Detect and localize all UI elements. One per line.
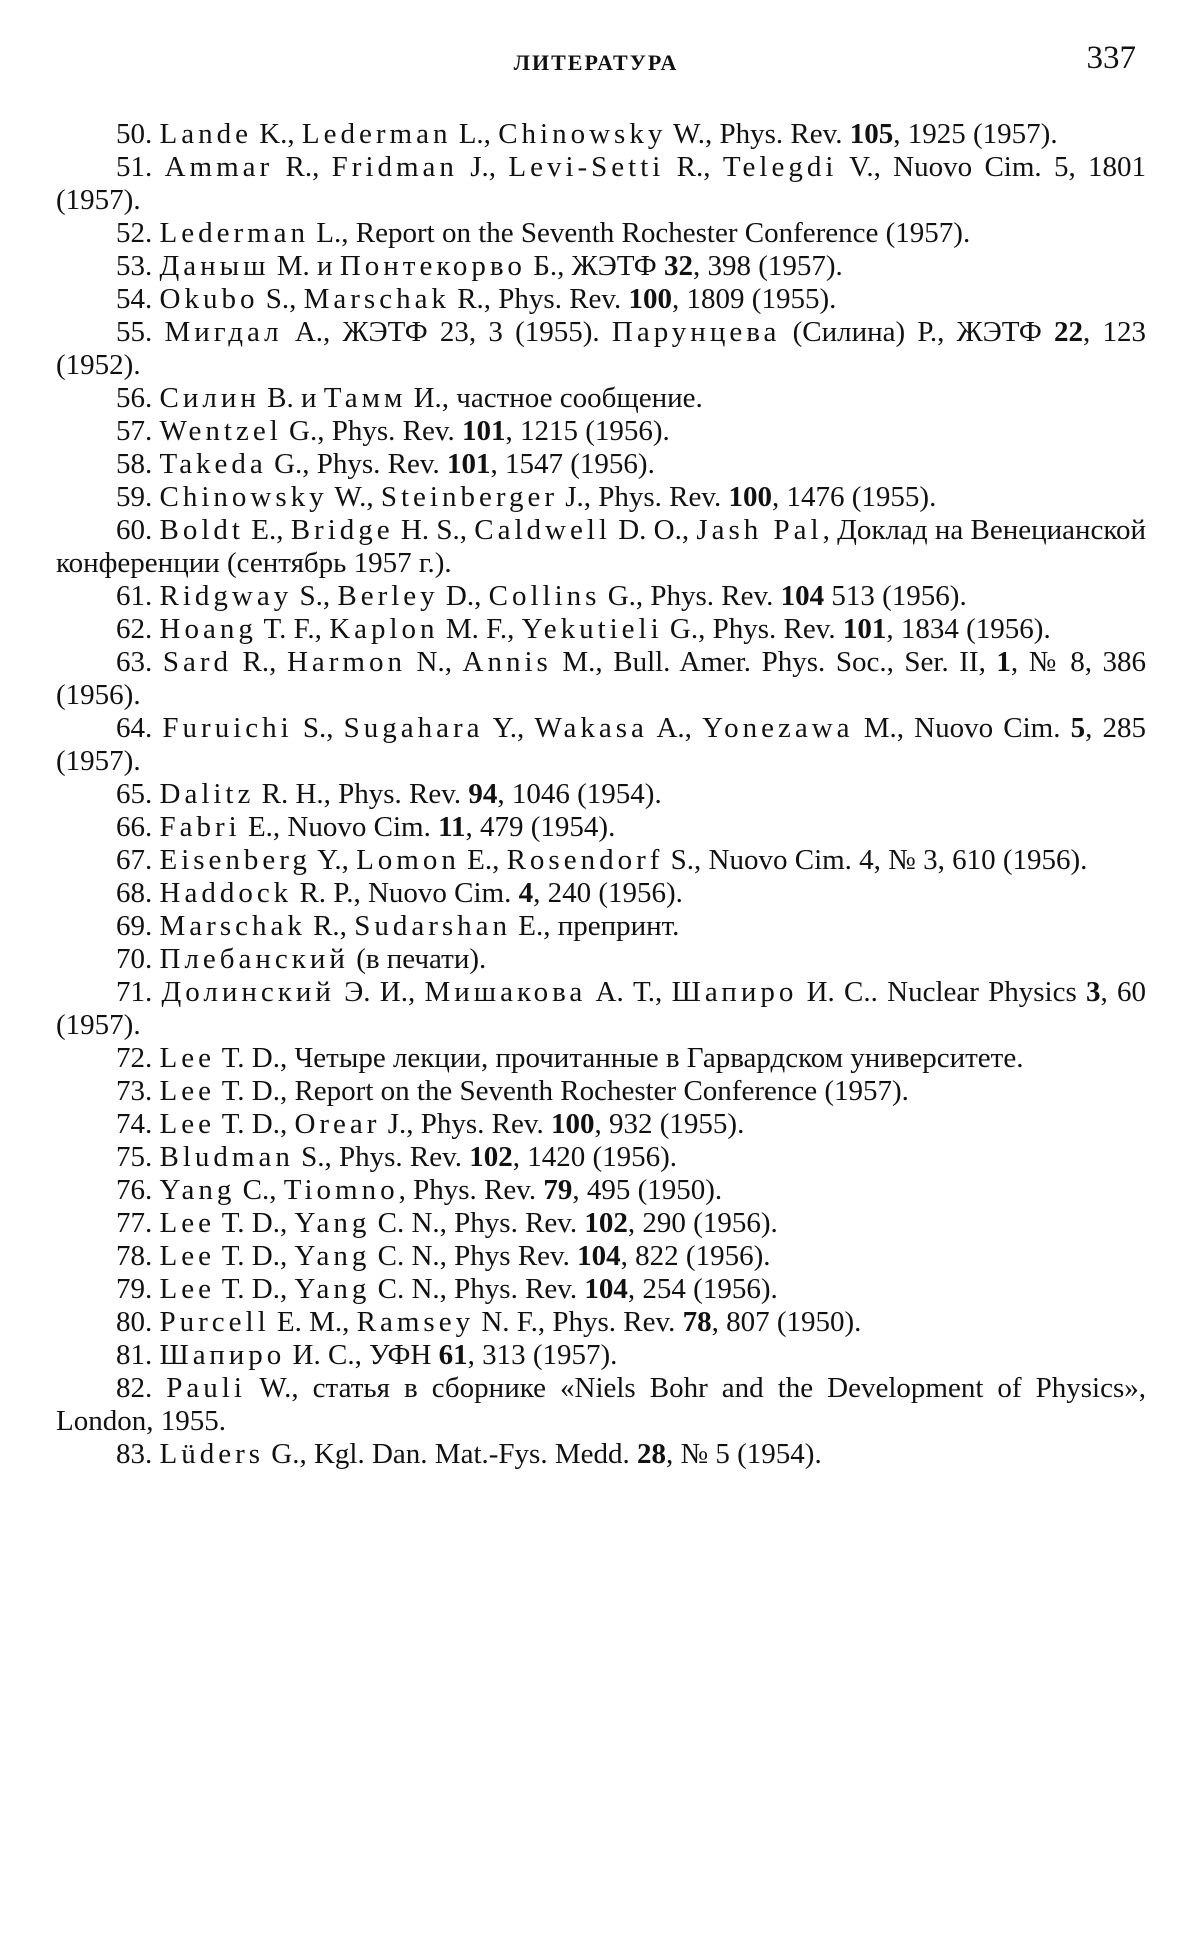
- author-name: Lande: [159, 118, 252, 150]
- reference-text: S.,: [292, 580, 338, 612]
- reference-entry: [56, 811, 1146, 844]
- reference-text: R. H., Phys. Rev.: [254, 778, 469, 810]
- reference-entry: [56, 514, 1146, 580]
- reference-text: J., Phys. Rev.: [557, 481, 729, 513]
- author-name: Kaplon: [329, 613, 439, 645]
- reference-entry: [56, 283, 1146, 316]
- reference-text: C.,: [235, 1174, 284, 1206]
- reference-text: E.,: [459, 844, 507, 876]
- reference-text: L.,: [451, 118, 499, 150]
- reference-text: C. N., Phys. Rev.: [370, 1207, 585, 1239]
- reference-entry: [56, 415, 1146, 448]
- volume-number: 100: [728, 481, 773, 513]
- reference-text: H. S.,: [393, 514, 475, 546]
- reference-number: 69.: [116, 910, 160, 942]
- reference-text: C. N., Phys Rev.: [370, 1240, 578, 1272]
- reference-entry: [56, 910, 1146, 943]
- reference-number: 81.: [116, 1339, 160, 1371]
- author-name: Fridman: [331, 151, 458, 183]
- reference-text: И., частное сообщение.: [406, 382, 703, 414]
- reference-text: 513 (1956).: [824, 580, 967, 612]
- author-name: Силин: [159, 382, 260, 414]
- reference-text: В. и: [259, 382, 324, 414]
- author-name: Yang: [294, 1240, 371, 1272]
- volume-number: 3: [1086, 976, 1101, 1008]
- reference-text: , 1809 (1955).: [672, 283, 837, 315]
- reference-entry: [56, 844, 1146, 877]
- reference-text: , 1420 (1956).: [512, 1141, 678, 1173]
- reference-number: 62.: [116, 613, 160, 645]
- reference-number: 73.: [116, 1075, 160, 1107]
- volume-number: 102: [469, 1141, 513, 1173]
- reference-text: D.,: [438, 580, 489, 612]
- author-name: Плебанский: [159, 943, 349, 975]
- author-name: Lee: [159, 1108, 215, 1140]
- page-number: 337: [1086, 40, 1136, 76]
- volume-number: 22: [1054, 316, 1084, 348]
- author-name: Yang: [294, 1207, 371, 1239]
- author-name: Lomon: [356, 844, 460, 876]
- reference-number: 72.: [116, 1042, 160, 1074]
- reference-text: T. D., Четыре лекции, прочитанные в Гарвардском университете.: [214, 1042, 1024, 1074]
- volume-number: 11: [438, 811, 466, 843]
- author-name: Lee: [159, 1273, 215, 1305]
- reference-text: J., Phys. Rev.: [380, 1108, 551, 1140]
- reference-number: 60.: [116, 514, 160, 546]
- reference-text: T. F.,: [256, 613, 330, 645]
- reference-text: , 1547 (1956).: [490, 448, 655, 480]
- author-name: Rosendorf: [506, 844, 664, 876]
- reference-text: , 398 (1957).: [692, 250, 843, 282]
- volume-number: 105: [849, 118, 894, 150]
- reference-text: И. С.. Nuclear Physics: [797, 976, 1087, 1008]
- reference-text: G., Phys. Rev.: [281, 415, 462, 447]
- reference-number: 51.: [116, 151, 165, 183]
- reference-text: E., Nuovo Cim.: [240, 811, 439, 843]
- author-name: Haddock: [159, 877, 293, 909]
- reference-text: W.,: [327, 481, 381, 513]
- reference-text: J.,: [457, 151, 509, 183]
- reference-text: R.,: [305, 910, 355, 942]
- reference-text: , 285 (1957).: [56, 712, 1147, 777]
- volume-number: 101: [461, 415, 506, 447]
- author-name: Steinberger: [380, 481, 558, 513]
- reference-number: 67.: [116, 844, 160, 876]
- author-name: Sard: [162, 646, 232, 678]
- reference-number: 75.: [116, 1141, 160, 1173]
- reference-text: W., Phys. Rev.: [666, 118, 850, 150]
- reference-number: 74.: [116, 1108, 160, 1140]
- running-title: ЛИТЕРАТУРА: [513, 50, 679, 75]
- reference-text: , 240 (1956).: [533, 877, 683, 909]
- author-name: Lee: [159, 1042, 215, 1074]
- reference-number: 65.: [116, 778, 160, 810]
- reference-number: 76.: [116, 1174, 160, 1206]
- reference-entry: [56, 316, 1146, 382]
- author-name: Sudarshan: [354, 910, 512, 942]
- reference-text: G., Kgl. Dan. Mat.-Fys. Medd.: [264, 1438, 637, 1470]
- reference-text: W., статья в сборнике «Niels Bohr and the Development of Physics», London, 1955.: [56, 1372, 1146, 1437]
- reference-entry: [56, 382, 1146, 415]
- author-name: Chinowsky: [159, 481, 328, 513]
- reference-entry: [56, 943, 1146, 976]
- reference-entry: [56, 877, 1146, 910]
- author-name: Понтекорво: [339, 250, 526, 282]
- volume-number: 101: [447, 448, 491, 480]
- volume-number: 101: [842, 613, 887, 645]
- reference-entry: [56, 118, 1146, 151]
- reference-text: , 1215 (1956).: [505, 415, 670, 447]
- reference-text: , 479 (1954).: [465, 811, 616, 843]
- author-name: Lee: [159, 1075, 215, 1107]
- reference-text: T. D.,: [214, 1108, 295, 1140]
- reference-text: G., Phys. Rev.: [600, 580, 781, 612]
- author-name: Annis: [462, 646, 552, 678]
- reference-text: , 822 (1956).: [620, 1240, 771, 1272]
- reference-number: 77.: [116, 1207, 160, 1239]
- volume-number: 61: [438, 1339, 468, 1371]
- reference-number: 63.: [116, 646, 163, 678]
- volume-number: 5: [1070, 712, 1086, 744]
- author-name: Boldt: [159, 514, 244, 546]
- reference-text: И. С., УФН: [285, 1339, 439, 1371]
- reference-text: E., препринт.: [511, 910, 680, 942]
- author-name: Мигдал: [164, 316, 283, 348]
- reference-number: 61.: [116, 580, 160, 612]
- reference-entry: [56, 1108, 1146, 1141]
- volume-number: 100: [628, 283, 673, 315]
- reference-text: N.,: [405, 646, 463, 678]
- reference-text: , 495 (1950).: [572, 1174, 723, 1206]
- author-name: Fabri: [159, 811, 241, 843]
- author-name: Парунцева: [611, 316, 781, 348]
- volume-number: 94: [468, 778, 498, 810]
- reference-text: , 254 (1956).: [627, 1273, 778, 1305]
- author-name: Marschak: [159, 910, 306, 942]
- reference-entry: [56, 1042, 1146, 1075]
- reference-entry: [56, 778, 1146, 811]
- reference-text: T. D.,: [214, 1273, 295, 1305]
- reference-entry: [56, 151, 1146, 217]
- reference-text: S.,: [258, 283, 304, 315]
- author-name: Berley: [337, 580, 439, 612]
- reference-text: R.,: [273, 151, 332, 183]
- reference-text: R.,: [664, 151, 723, 183]
- reference-text: М. и: [269, 250, 340, 282]
- reference-text: S., Nuovo Cim. 4, № 3, 610 (1956).: [663, 844, 1088, 876]
- reference-entry: [56, 1075, 1146, 1108]
- running-head: [56, 40, 1136, 80]
- reference-text: G., Phys. Rev.: [662, 613, 843, 645]
- reference-entry: [56, 1240, 1146, 1273]
- reference-entry: [56, 976, 1146, 1042]
- reference-entry: [56, 1372, 1146, 1438]
- author-name: Caldwell: [474, 514, 611, 546]
- reference-text: R.,: [231, 646, 287, 678]
- reference-entry: [56, 217, 1146, 250]
- reference-entry: [56, 712, 1146, 778]
- reference-number: 55.: [116, 316, 165, 348]
- reference-text: R. P., Nuovo Cim.: [292, 877, 519, 909]
- volume-number: 28: [636, 1438, 666, 1470]
- volume-number: 100: [551, 1108, 595, 1140]
- reference-text: K.,: [251, 118, 302, 150]
- reference-list: [56, 118, 1146, 1471]
- reference-text: M., Bull. Amer. Phys. Soc., Ser. II,: [551, 646, 997, 678]
- reference-entry: [56, 1141, 1146, 1174]
- volume-number: 1: [996, 646, 1011, 678]
- author-name: Шапиро: [671, 976, 798, 1008]
- reference-text: , 807 (1950).: [711, 1306, 862, 1338]
- reference-number: 71.: [116, 976, 162, 1008]
- author-name: Levi-Setti: [508, 151, 665, 183]
- reference-text: T. D.,: [214, 1240, 295, 1272]
- author-name: Telegdi: [722, 151, 838, 183]
- reference-text: E.,: [243, 514, 291, 546]
- reference-text: , 60 (1957).: [56, 976, 1147, 1041]
- reference-entry: [56, 448, 1146, 481]
- author-name: Yekutieli: [521, 613, 663, 645]
- author-name: Bridge: [290, 514, 394, 546]
- reference-text: Б., ЖЭТФ: [525, 250, 664, 282]
- author-name: Lederman: [159, 217, 310, 249]
- reference-text: , № 5 (1954).: [665, 1438, 822, 1470]
- reference-text: T. D.,: [214, 1207, 295, 1239]
- reference-entry: [56, 250, 1146, 283]
- reference-text: , 1046 (1954).: [497, 778, 662, 810]
- reference-number: 79.: [116, 1273, 160, 1305]
- author-name: Furuichi: [162, 712, 293, 744]
- volume-number: 104: [780, 580, 825, 612]
- author-name: Hoang: [159, 613, 257, 645]
- author-name: Purcell: [159, 1306, 270, 1338]
- author-name: Yang: [159, 1174, 236, 1206]
- reference-text: D. O.,: [610, 514, 697, 546]
- author-name: Yang: [294, 1273, 371, 1305]
- reference-entry: [56, 1306, 1146, 1339]
- reference-text: (Силина) Р., ЖЭТФ: [780, 316, 1055, 348]
- reference-text: S., Phys. Rev.: [293, 1141, 470, 1173]
- reference-number: 59.: [116, 481, 160, 513]
- reference-text: Y.,: [483, 712, 535, 744]
- reference-number: 82.: [116, 1372, 167, 1404]
- reference-number: 53.: [116, 250, 160, 282]
- reference-entry: [56, 1438, 1146, 1471]
- reference-text: T. D., Report on the Seventh Rochester Conference (1957).: [214, 1075, 909, 1107]
- reference-text: А. Т.,: [586, 976, 672, 1008]
- author-name: Harmon: [286, 646, 406, 678]
- reference-entry: [56, 613, 1146, 646]
- reference-text: M. F.,: [438, 613, 522, 645]
- reference-entry: [56, 646, 1146, 712]
- author-name: Marschak: [303, 283, 450, 315]
- reference-text: M., Nuovo Cim.: [853, 712, 1071, 744]
- reference-text: R., Phys. Rev.: [449, 283, 629, 315]
- reference-text: Э. И.,: [334, 976, 425, 1008]
- reference-text: A.,: [647, 712, 703, 744]
- author-name: Ridgway: [159, 580, 293, 612]
- author-name: Шапиро: [159, 1339, 286, 1371]
- author-name: Bludman: [159, 1141, 294, 1173]
- author-name: Takeda: [159, 448, 267, 480]
- reference-text: , 932 (1955).: [594, 1108, 745, 1140]
- reference-number: 80.: [116, 1306, 160, 1338]
- reference-text: , № 8, 386 (1956).: [56, 646, 1147, 711]
- author-name: Lee: [159, 1207, 215, 1239]
- author-name: Tiomno: [283, 1174, 399, 1206]
- author-name: Wakasa: [534, 712, 648, 744]
- reference-entry: [56, 1174, 1146, 1207]
- reference-entry: [56, 1273, 1146, 1306]
- reference-entry: [56, 1339, 1146, 1372]
- reference-text: А., ЖЭТФ 23, 3 (1955).: [282, 316, 612, 348]
- reference-number: 64.: [116, 712, 163, 744]
- reference-text: L., Report on the Seventh Rochester Conference (1957).: [309, 217, 971, 249]
- reference-text: , 123 (1952).: [56, 316, 1147, 381]
- reference-text: , 1925 (1957).: [893, 118, 1058, 150]
- reference-number: 78.: [116, 1240, 160, 1272]
- reference-text: V., Nuovo Cim. 5, 1801 (1957).: [56, 151, 1147, 216]
- reference-text: , 290 (1956).: [627, 1207, 778, 1239]
- author-name: Yonezawa: [702, 712, 854, 744]
- reference-number: 58.: [116, 448, 160, 480]
- reference-text: S.,: [292, 712, 344, 744]
- reference-number: 66.: [116, 811, 160, 843]
- volume-number: 78: [682, 1306, 712, 1338]
- author-name: Chinowsky: [498, 118, 667, 150]
- reference-text: Y.,: [310, 844, 357, 876]
- reference-text: G., Phys. Rev.: [266, 448, 448, 480]
- reference-number: 54.: [116, 283, 160, 315]
- reference-number: 83.: [116, 1438, 160, 1470]
- reference-entry: [56, 481, 1146, 514]
- author-name: Pauli: [166, 1372, 246, 1404]
- volume-number: 4: [518, 877, 534, 909]
- volume-number: 79: [543, 1174, 573, 1206]
- author-name: Lüders: [159, 1438, 265, 1470]
- reference-number: 57.: [116, 415, 160, 447]
- reference-text: C. N., Phys. Rev.: [370, 1273, 585, 1305]
- author-name: Ramsey: [356, 1306, 475, 1338]
- reference-text: E. M.,: [269, 1306, 357, 1338]
- author-name: Orear: [294, 1108, 381, 1140]
- reference-text: , 313 (1957).: [467, 1339, 618, 1371]
- author-name: Wentzel: [159, 415, 282, 447]
- volume-number: 104: [577, 1240, 621, 1272]
- author-name: Eisenberg: [159, 844, 311, 876]
- volume-number: 104: [584, 1273, 628, 1305]
- author-name: Lederman: [301, 118, 452, 150]
- reference-number: 52.: [116, 217, 160, 249]
- reference-text: , 1476 (1955).: [772, 481, 937, 513]
- volume-number: 102: [584, 1207, 628, 1239]
- reference-text: , Доклад на Венецианской конференции (сентябрь 1957 г.).: [56, 514, 1147, 579]
- author-name: Dalitz: [159, 778, 255, 810]
- reference-number: 50.: [116, 118, 160, 150]
- author-name: Lee: [159, 1240, 215, 1272]
- reference-entry: [56, 1207, 1146, 1240]
- author-name: Мишакова: [424, 976, 587, 1008]
- author-name: Даныш: [159, 250, 270, 282]
- author-name: Долинский: [161, 976, 335, 1008]
- author-name: Тамм: [323, 382, 407, 414]
- volume-number: 32: [663, 250, 693, 282]
- author-name: Sugahara: [343, 712, 484, 744]
- reference-text: (в печати).: [348, 943, 487, 975]
- reference-text: N. F., Phys. Rev.: [474, 1306, 683, 1338]
- reference-number: 68.: [116, 877, 160, 909]
- reference-number: 70.: [116, 943, 160, 975]
- author-name: Collins: [488, 580, 601, 612]
- author-name: Jash Pal: [696, 514, 823, 546]
- reference-entry: [56, 580, 1146, 613]
- reference-number: 56.: [116, 382, 160, 414]
- author-name: Ammar: [164, 151, 274, 183]
- author-name: Okubo: [159, 283, 259, 315]
- reference-text: , Phys. Rev.: [398, 1174, 544, 1206]
- reference-text: , 1834 (1956).: [886, 613, 1051, 645]
